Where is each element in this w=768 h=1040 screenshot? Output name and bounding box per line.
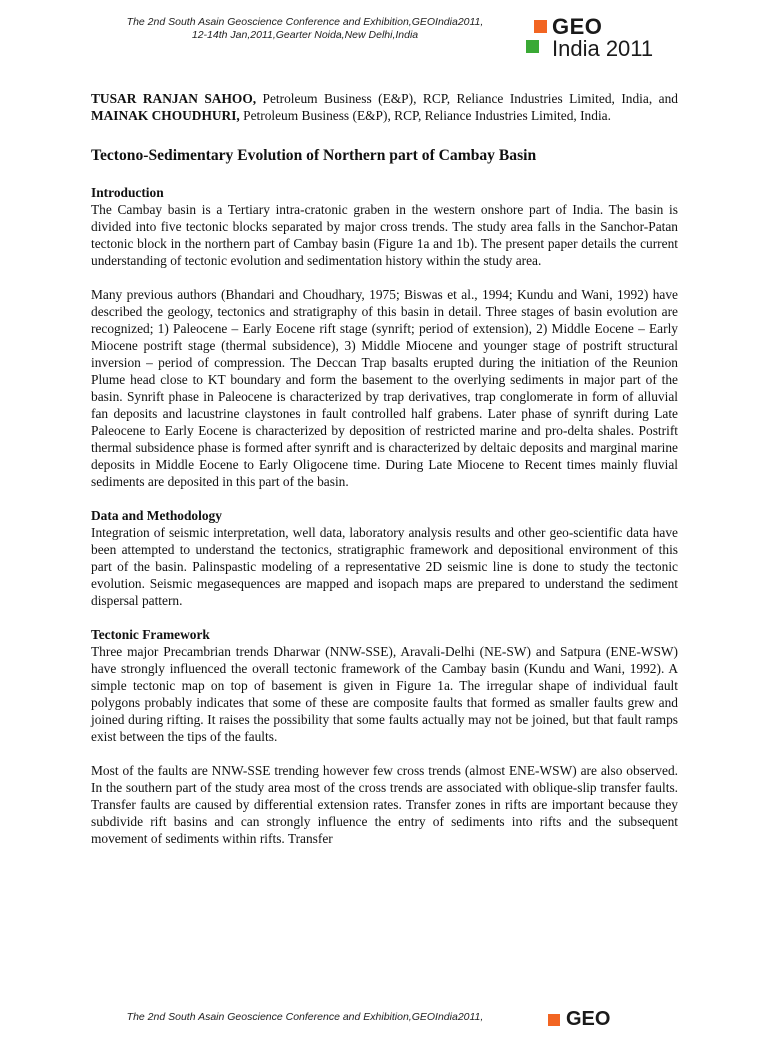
paper-body bbox=[91, 90, 678, 864]
author-block bbox=[91, 90, 678, 124]
intro-paragraph-1: The Cambay basin is a Tertiary intra-cratonic graben in the western onshore part of India. The basin is divided into five tectonic blocks separated by major cross trends. The study area falls in the Sanchor-Patan tectonic block in the northern part of Cambay basin (Figure 1a and 1b). The present paper details the current understanding of tectonic evolution and sedimentation history within the study area. bbox=[91, 202, 678, 268]
author1-name: TUSAR RANJAN SAHOO, bbox=[91, 91, 257, 106]
conference-footer-line1: The 2nd South Asain Geoscience Conference and Exhibition,GEOIndia2011, bbox=[126, 1011, 484, 1023]
conference-header-line2: 12-14th Jan,2011,Gearter Noida,New Delhi,India bbox=[191, 29, 419, 41]
author2-name: MAINAK CHOUDHURI, bbox=[91, 108, 240, 123]
logo-india-text: India 2011 bbox=[552, 36, 654, 61]
logo-orange-square bbox=[534, 20, 547, 33]
intro-paragraph-2: Many previous authors (Bhandari and Choudhary, 1975; Biswas et al., 1994; Kundu and Wani, 1992) have described the geology, tectonics and stratigraphy of this basin in detail. Three stages of basin evolution are recognized; 1) Paleocene – Early Eocene rift stage (synrift; period of extension), 2) Middle Eocene – Early Miocene postrift stage (thermal subsidence), 3) Middle Miocene and younger stage of postrift structural inversion – period of compression. The Deccan Trap basalts erupted during the initiation of the Reunion Plume head close to KT boundary and form the basement to the overlying sediments in major part of the basin. Synrift phase in Paleocene is characterized by trap derivatives, trap conglomerate in form of alluvial fan deposits and lacustrine claystones in fault controlled half grabens. Later phase of synrift during Late Paleocene to Early Eocene is characterized by deposition of restricted marine and pro-delta shales. Postrift thermal subsidence phase is formed after synrift and is characterized by deltaic deposits and marginal marine deposits in Middle Eocene to Early Oligocene time. During Late Miocene to Recent times mainly fluvial sediments are deposited in this part of the basin. bbox=[91, 287, 678, 489]
author1-affiliation: Petroleum Business (E&P), RCP, Reliance Industries Limited, India, and bbox=[256, 91, 678, 106]
data-methodology-paragraph: Integration of seismic interpretation, well data, laboratory analysis results and other geo-scientific data have been attempted to understand the tectonics, stratigraphic framework and depositional environment of this part of the basin. Palinspastic modeling of a representative 2D seismic line is done to study the tectonic evolution. Seismic megasequences are mapped and isopach maps are prepared to understand the sediment dispersal pattern. bbox=[91, 525, 678, 608]
conference-header bbox=[95, 16, 515, 42]
logo-green-square bbox=[526, 40, 539, 53]
tectonic-paragraph-2: Most of the faults are NNW-SSE trending however few cross trends (almost ENE-WSW) are also observed. In the southern part of the study area most of the cross trends are associated with oblique-slip transfer faults. Transfer faults are caused by differential extension rates. Transfer zones in rifts are important because they subdivide rift basins and can strongly influence the entry of sediments into rifts and the subsequent movement of sediments within rifts. Transfer bbox=[91, 763, 678, 846]
logo-footer-geo-text: GEO bbox=[566, 1008, 611, 1030]
section-heading-data-methodology: Data and Methodology bbox=[91, 508, 222, 523]
paper-title: Tectono-Sedimentary Evolution of Northern part of Cambay Basin bbox=[91, 147, 537, 164]
conference-footer bbox=[95, 1011, 515, 1024]
section-heading-introduction: Introduction bbox=[91, 185, 164, 200]
author2-affiliation: Petroleum Business (E&P), RCP, Reliance Industries Limited, India. bbox=[239, 108, 611, 123]
section-heading-tectonic-framework: Tectonic Framework bbox=[91, 627, 210, 642]
logo-footer-orange-square bbox=[548, 1014, 560, 1026]
conference-header-line1: The 2nd South Asain Geoscience Conference and Exhibition,GEOIndia2011, bbox=[126, 16, 484, 28]
tectonic-paragraph-1: Three major Precambrian trends Dharwar (NNW-SSE), Aravali-Delhi (NE-SW) and Satpura (ENE-WSW) have strongly influenced the overall tectonic framework of the Cambay basin (Kundu and Wani, 1992). A simple tectonic map on top of basement is given in Figure 1a. The irregular shape of individual fault polygons probably indicates that some of these are composite faults that formed as smaller faults grew and joined during rifting. It raises the possibility that some faults actually may not be joined, but that fault ramps exist between the tips of the faults. bbox=[91, 644, 678, 744]
logo-geo-text: GEO bbox=[552, 14, 603, 39]
geoindia-logo bbox=[526, 16, 686, 66]
geoindia-logo-footer bbox=[548, 1010, 668, 1040]
